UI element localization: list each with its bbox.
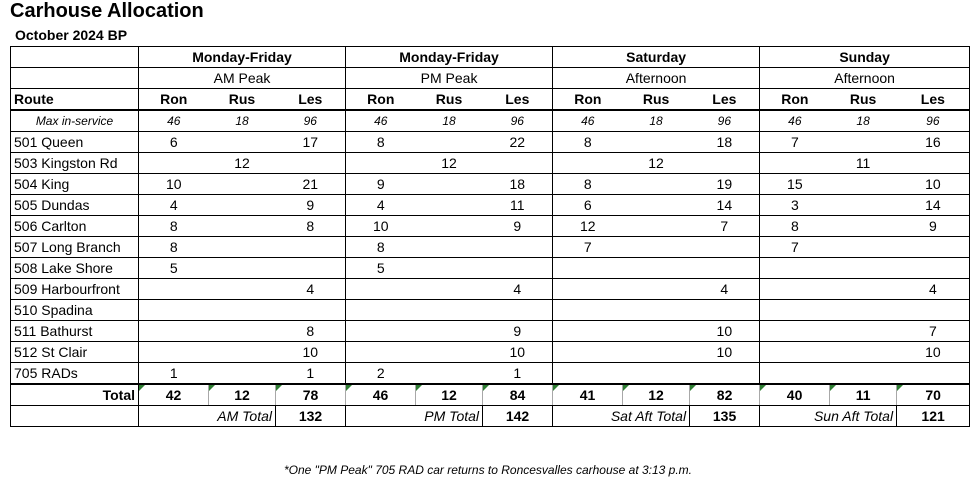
allocation-value [553, 342, 623, 363]
allocation-value [416, 300, 483, 321]
allocation-value: 8 [760, 216, 830, 237]
allocation-value [553, 300, 623, 321]
max-in-service-value: 46 [139, 110, 209, 132]
group-period-label: AM Peak [139, 68, 346, 89]
allocation-value [760, 321, 830, 342]
allocation-value: 11 [483, 195, 553, 216]
max-in-service-value: 96 [897, 110, 970, 132]
group-total-label: Sat Aft Total [553, 406, 690, 427]
max-in-service-label: Max in-service [11, 110, 139, 132]
total-value: 12 [623, 384, 690, 406]
route-row [11, 321, 970, 342]
allocation-value [209, 195, 276, 216]
allocation-value: 10 [276, 342, 346, 363]
route-header: Route [11, 89, 139, 111]
allocation-value [553, 321, 623, 342]
allocation-value [830, 342, 897, 363]
header-row-days [11, 47, 970, 68]
allocation-value: 15 [760, 174, 830, 195]
allocation-value: 11 [830, 153, 897, 174]
allocation-value [416, 363, 483, 385]
allocation-value: 5 [139, 258, 209, 279]
allocation-value: 22 [483, 132, 553, 153]
route-row [11, 216, 970, 237]
allocation-value: 8 [346, 132, 416, 153]
allocation-value: 12 [553, 216, 623, 237]
allocation-value: 4 [276, 279, 346, 300]
carhouse-header: Les [276, 89, 346, 111]
route-name: 501 Queen [11, 132, 139, 153]
allocation-value [346, 300, 416, 321]
allocation-value: 10 [897, 342, 970, 363]
allocation-value [139, 153, 209, 174]
group-period-label: PM Peak [346, 68, 553, 89]
route-name: 512 St Clair [11, 342, 139, 363]
allocation-value [830, 300, 897, 321]
route-row [11, 153, 970, 174]
max-in-service-row [11, 110, 970, 132]
allocation-value: 7 [760, 237, 830, 258]
allocation-value [623, 279, 690, 300]
allocation-value: 8 [276, 321, 346, 342]
carhouse-header: Rus [209, 89, 276, 111]
allocation-value: 1 [483, 363, 553, 385]
total-value: 11 [830, 384, 897, 406]
group-period-label: Afternoon [553, 68, 760, 89]
allocation-value [416, 132, 483, 153]
route-row [11, 195, 970, 216]
allocation-value: 2 [346, 363, 416, 385]
allocation-value [830, 258, 897, 279]
allocation-value [690, 258, 760, 279]
route-name: 705 RADs [11, 363, 139, 385]
allocation-value: 7 [760, 132, 830, 153]
allocation-value [139, 279, 209, 300]
allocation-value [830, 195, 897, 216]
allocation-value [276, 300, 346, 321]
group-day-label: Sunday [760, 47, 970, 68]
page-title: Carhouse Allocation [10, 0, 204, 22]
route-name: 509 Harbourfront [11, 279, 139, 300]
allocation-value [416, 342, 483, 363]
allocation-value [209, 258, 276, 279]
group-total-value: 135 [690, 406, 760, 427]
allocation-value [276, 237, 346, 258]
total-value: 40 [760, 384, 830, 406]
route-name: 508 Lake Shore [11, 258, 139, 279]
allocation-value [830, 132, 897, 153]
allocation-value: 4 [897, 279, 970, 300]
group-period-label: Afternoon [760, 68, 970, 89]
route-name: 505 Dundas [11, 195, 139, 216]
group-day-label: Monday-Friday [346, 47, 553, 68]
header-row-carhouses [11, 89, 970, 111]
allocation-value [897, 237, 970, 258]
allocation-value [623, 195, 690, 216]
route-name: 507 Long Branch [11, 237, 139, 258]
allocation-value [760, 153, 830, 174]
allocation-value [553, 258, 623, 279]
allocation-value [346, 342, 416, 363]
max-in-service-value: 18 [209, 110, 276, 132]
route-row [11, 237, 970, 258]
header-row-periods [11, 68, 970, 89]
allocation-value [897, 258, 970, 279]
allocation-value [897, 153, 970, 174]
max-in-service-value: 46 [346, 110, 416, 132]
carhouse-header: Ron [139, 89, 209, 111]
carhouse-header: Ron [346, 89, 416, 111]
group-total-value: 132 [276, 406, 346, 427]
allocation-value [690, 237, 760, 258]
allocation-value [346, 279, 416, 300]
route-row [11, 300, 970, 321]
allocation-value: 12 [623, 153, 690, 174]
allocation-table [10, 46, 970, 427]
max-in-service-value: 18 [416, 110, 483, 132]
group-total-label: Sun Aft Total [760, 406, 897, 427]
allocation-value [209, 237, 276, 258]
allocation-value [416, 258, 483, 279]
route-header-spacer [11, 68, 139, 89]
allocation-value [139, 300, 209, 321]
allocation-value: 6 [139, 132, 209, 153]
route-name: 511 Bathurst [11, 321, 139, 342]
allocation-value [416, 321, 483, 342]
allocation-value [897, 300, 970, 321]
allocation-value: 16 [897, 132, 970, 153]
allocation-value [760, 258, 830, 279]
allocation-value: 4 [483, 279, 553, 300]
allocation-value [139, 342, 209, 363]
route-row [11, 342, 970, 363]
route-row [11, 363, 970, 385]
total-value: 70 [897, 384, 970, 406]
allocation-value: 5 [346, 258, 416, 279]
allocation-value [276, 258, 346, 279]
allocation-value [830, 279, 897, 300]
allocation-value [623, 132, 690, 153]
allocation-value: 10 [690, 342, 760, 363]
allocation-value [346, 153, 416, 174]
allocation-value [209, 174, 276, 195]
total-label: Total [11, 384, 139, 406]
route-name: 503 Kingston Rd [11, 153, 139, 174]
allocation-value [346, 321, 416, 342]
allocation-value [416, 195, 483, 216]
allocation-value [209, 216, 276, 237]
allocation-value [553, 363, 623, 385]
allocation-value [209, 279, 276, 300]
allocation-value: 7 [897, 321, 970, 342]
footnote: *One "PM Peak" 705 RAD car returns to Roncesvalles carhouse at 3:13 p.m. [283, 463, 693, 477]
carhouse-header: Les [483, 89, 553, 111]
allocation-value: 4 [346, 195, 416, 216]
allocation-value [416, 174, 483, 195]
allocation-value: 4 [139, 195, 209, 216]
allocation-value: 18 [483, 174, 553, 195]
allocation-value [897, 363, 970, 385]
allocation-value [209, 300, 276, 321]
totals-row [11, 384, 970, 406]
group-total-label: PM Total [346, 406, 483, 427]
route-name: 506 Carlton [11, 216, 139, 237]
allocation-value [209, 363, 276, 385]
allocation-value: 8 [276, 216, 346, 237]
max-in-service-value: 96 [276, 110, 346, 132]
allocation-value: 10 [483, 342, 553, 363]
max-in-service-value: 18 [623, 110, 690, 132]
allocation-value [623, 216, 690, 237]
allocation-value: 8 [553, 174, 623, 195]
allocation-value [760, 300, 830, 321]
total-value: 82 [690, 384, 760, 406]
carhouse-header: Rus [830, 89, 897, 111]
page-subtitle: October 2024 BP [15, 27, 128, 43]
allocation-value [830, 363, 897, 385]
allocation-value: 9 [483, 216, 553, 237]
max-in-service-value: 96 [483, 110, 553, 132]
group-total-label: AM Total [139, 406, 276, 427]
allocation-value: 10 [690, 321, 760, 342]
route-name: 504 King [11, 174, 139, 195]
allocation-value [690, 300, 760, 321]
allocation-value [623, 342, 690, 363]
allocation-value [139, 321, 209, 342]
allocation-value [483, 300, 553, 321]
group-totals-row [11, 406, 970, 427]
carhouse-header: Les [690, 89, 760, 111]
allocation-value [623, 258, 690, 279]
allocation-value: 6 [553, 195, 623, 216]
allocation-value: 8 [553, 132, 623, 153]
allocation-value: 8 [346, 237, 416, 258]
allocation-value [830, 174, 897, 195]
allocation-value: 7 [553, 237, 623, 258]
allocation-value: 9 [276, 195, 346, 216]
route-row [11, 174, 970, 195]
max-in-service-value: 46 [760, 110, 830, 132]
route-header-spacer [11, 47, 139, 68]
allocation-value [830, 216, 897, 237]
allocation-value [416, 279, 483, 300]
carhouse-header: Rus [416, 89, 483, 111]
route-row [11, 132, 970, 153]
allocation-value: 19 [690, 174, 760, 195]
route-name: 510 Spadina [11, 300, 139, 321]
allocation-value: 1 [276, 363, 346, 385]
allocation-value [483, 153, 553, 174]
total-value: 78 [276, 384, 346, 406]
carhouse-header: Ron [553, 89, 623, 111]
allocation-value: 3 [760, 195, 830, 216]
carhouse-header: Ron [760, 89, 830, 111]
allocation-value: 14 [897, 195, 970, 216]
max-in-service-value: 46 [553, 110, 623, 132]
allocation-value [209, 321, 276, 342]
allocation-value: 10 [139, 174, 209, 195]
allocation-value: 4 [690, 279, 760, 300]
allocation-value: 8 [139, 216, 209, 237]
group-total-value: 121 [897, 406, 970, 427]
allocation-value [276, 153, 346, 174]
allocation-value: 21 [276, 174, 346, 195]
allocation-value: 12 [209, 153, 276, 174]
total-value: 12 [416, 384, 483, 406]
allocation-value [623, 363, 690, 385]
allocation-value: 10 [897, 174, 970, 195]
allocation-value [553, 153, 623, 174]
total-value: 41 [553, 384, 623, 406]
allocation-value: 9 [346, 174, 416, 195]
allocation-value: 7 [690, 216, 760, 237]
allocation-value: 8 [139, 237, 209, 258]
route-row [11, 258, 970, 279]
group-day-label: Monday-Friday [139, 47, 346, 68]
allocation-value [623, 321, 690, 342]
total-value: 12 [209, 384, 276, 406]
allocation-value [760, 279, 830, 300]
allocation-value [623, 237, 690, 258]
allocation-value [690, 363, 760, 385]
carhouse-header: Rus [623, 89, 690, 111]
allocation-value: 17 [276, 132, 346, 153]
total-value: 84 [483, 384, 553, 406]
allocation-value: 9 [897, 216, 970, 237]
group-totals-spacer [11, 406, 139, 427]
carhouse-header: Les [897, 89, 970, 111]
allocation-value [830, 321, 897, 342]
max-in-service-value: 18 [830, 110, 897, 132]
allocation-value [760, 342, 830, 363]
allocation-value [690, 153, 760, 174]
allocation-value [209, 132, 276, 153]
allocation-value [830, 237, 897, 258]
allocation-value [209, 342, 276, 363]
allocation-value [553, 279, 623, 300]
allocation-value [483, 237, 553, 258]
allocation-value [416, 237, 483, 258]
allocation-value [483, 258, 553, 279]
group-total-value: 142 [483, 406, 553, 427]
total-value: 46 [346, 384, 416, 406]
allocation-value: 10 [346, 216, 416, 237]
allocation-value: 9 [483, 321, 553, 342]
allocation-value [623, 174, 690, 195]
allocation-value [416, 216, 483, 237]
allocation-value [760, 363, 830, 385]
route-row [11, 279, 970, 300]
allocation-value: 14 [690, 195, 760, 216]
allocation-value [623, 300, 690, 321]
allocation-value: 12 [416, 153, 483, 174]
total-value: 42 [139, 384, 209, 406]
max-in-service-value: 96 [690, 110, 760, 132]
group-day-label: Saturday [553, 47, 760, 68]
allocation-value: 18 [690, 132, 760, 153]
allocation-value: 1 [139, 363, 209, 385]
